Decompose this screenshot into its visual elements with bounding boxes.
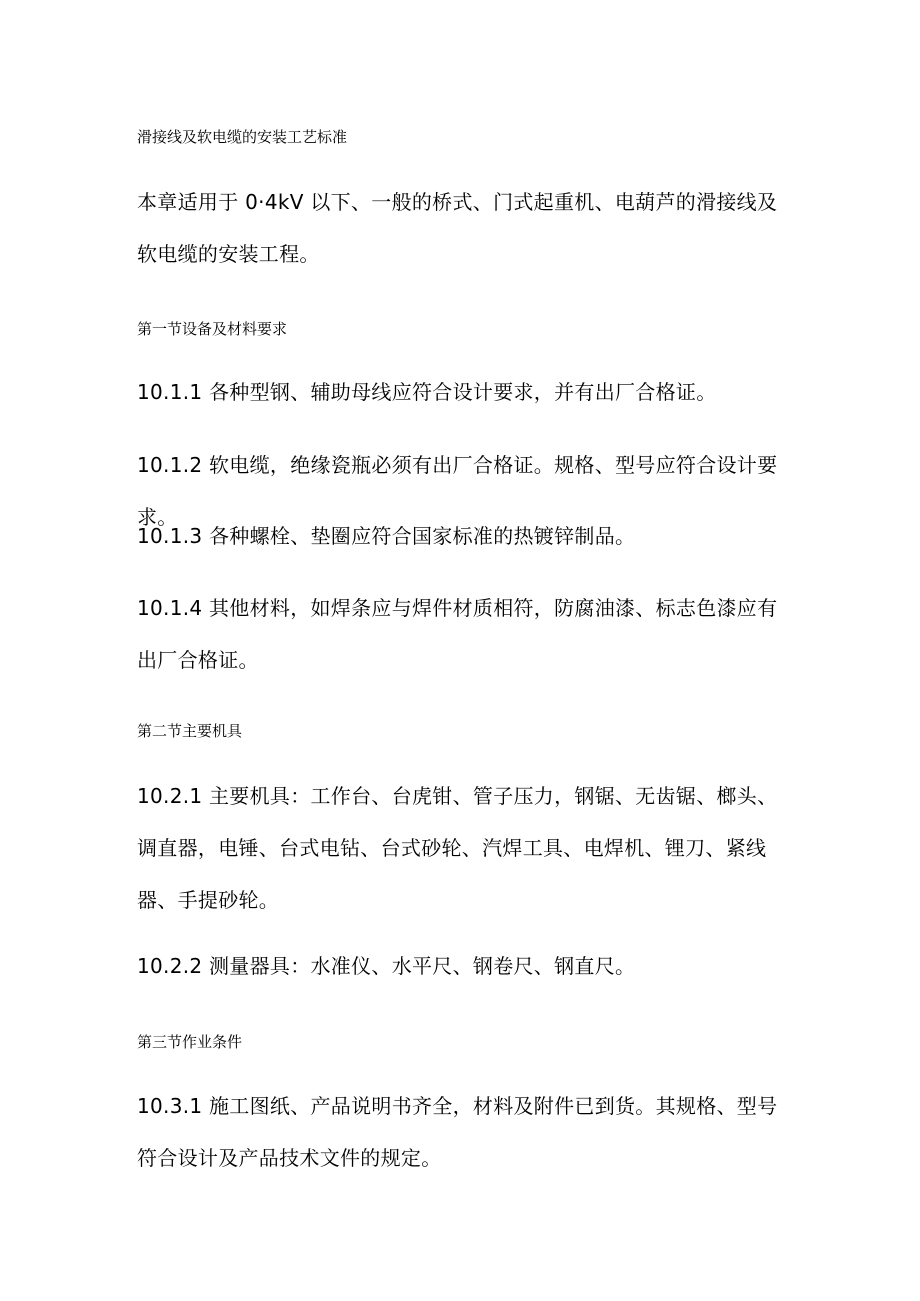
clause-text: 各种螺栓、垫圈应符合国家标准的热镀锌制品。 bbox=[209, 524, 636, 548]
clause-text: 软电缆，绝缘瓷瓶必须有出厂合格证。规格、型号应符合设计要求。 bbox=[137, 453, 778, 529]
clause-10-2-2 bbox=[137, 940, 797, 992]
clause-number: 10.1.3 bbox=[137, 524, 203, 548]
clause-number: 10.2.1 bbox=[137, 784, 203, 808]
clause-10-2-1 bbox=[137, 770, 797, 926]
clause-text: 各种型钢、辅助母线应符合设计要求，并有出厂合格证。 bbox=[209, 380, 717, 404]
clause-10-1-3 bbox=[137, 510, 797, 562]
document-title: 滑接线及软电缆的安装工艺标准 bbox=[137, 128, 348, 146]
intro-paragraph: 本章适用于 0·4kV 以下、一般的桥式、门式起重机、电葫芦的滑接线及软电缆的安装工程。 bbox=[137, 190, 778, 266]
section-heading-2: 第二节主要机具 bbox=[137, 722, 243, 740]
clause-10-1-1 bbox=[137, 366, 797, 418]
clause-text: 主要机具：工作台、台虎钳、管子压力，钢锯、无齿锯、榔头、调直器，电锤、台式电钻、台式砂轮、汽焊工具、电焊机、锂刀、紧线器、手提砂轮。 bbox=[137, 784, 778, 912]
section-heading-1: 第一节设备及材料要求 bbox=[137, 320, 288, 338]
clause-number: 10.1.2 bbox=[137, 453, 203, 477]
clause-number: 10.3.1 bbox=[137, 1094, 203, 1118]
clause-10-1-4 bbox=[137, 582, 797, 686]
clause-text: 其他材料，如焊条应与焊件材质相符，防腐油漆、标志色漆应有出厂合格证。 bbox=[137, 596, 778, 672]
clause-number: 10.2.2 bbox=[137, 954, 203, 978]
section-heading-3: 第三节作业条件 bbox=[137, 1033, 243, 1051]
clause-number: 10.1.4 bbox=[137, 596, 203, 620]
clause-text: 测量器具：水准仪、水平尺、钢卷尺、钢直尺。 bbox=[209, 954, 636, 978]
clause-number: 10.1.1 bbox=[137, 380, 203, 404]
clause-text: 施工图纸、产品说明书齐全，材料及附件已到货。其规格、型号符合设计及产品技术文件的规定。 bbox=[137, 1094, 778, 1170]
clause-10-3-1 bbox=[137, 1080, 797, 1184]
